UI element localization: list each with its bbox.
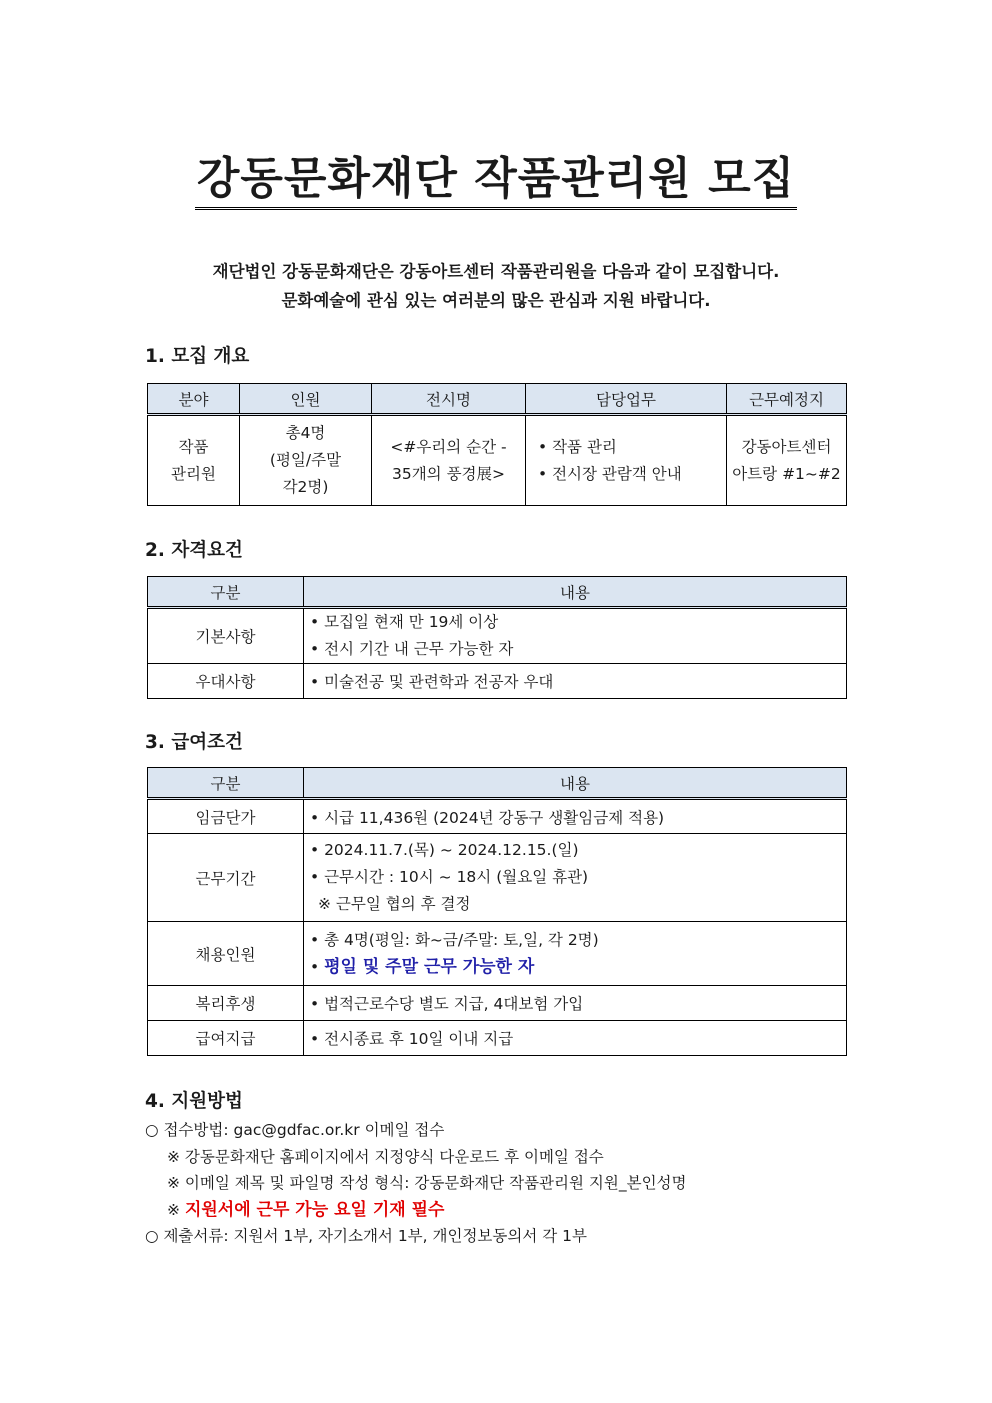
apply-note-3: ※ 지원서에 근무 가능 요일 기재 필수	[167, 1199, 445, 1220]
page-title-wrap	[0, 153, 992, 210]
cell-field: 작품 관리원	[148, 415, 240, 506]
row-label: 우대사항	[148, 664, 304, 699]
header-category: 구분	[148, 577, 304, 608]
header-category: 구분	[148, 768, 304, 799]
row-content: • 2024.11.7.(목) ~ 2024.12.15.(일) • 근무시간 : 10시 ~ 18시 (월요일 휴관) ※ 근무일 협의 후 결정	[304, 834, 847, 922]
table-row	[148, 608, 847, 664]
intro-line-2: 문화예술에 관심 있는 여러분의 많은 관심과 지원 바랍니다.	[281, 291, 711, 310]
cell-count: 총4명 (평일/주말 각2명)	[240, 415, 372, 506]
apply-note-1: ※ 강동문화재단 홈페이지에서 지정양식 다운로드 후 이메일 접수	[167, 1147, 604, 1166]
table-row	[148, 834, 847, 922]
table-row	[148, 922, 847, 986]
page-title: 강동문화재단 작품관리원 모집	[195, 153, 797, 210]
overview-table	[147, 383, 847, 506]
salary-table	[147, 767, 847, 1056]
row-label: 채용인원	[148, 922, 304, 986]
row-label: 임금단가	[148, 799, 304, 834]
table-row	[148, 664, 847, 699]
row-content: • 총 4명(평일: 화~금/주말: 토,일, 각 2명) • 평일 및 주말 근무 가능한 자	[304, 922, 847, 986]
row-content: • 시급 11,436원 (2024년 강동구 생활임금제 적용)	[304, 799, 847, 834]
header-exhibition: 전시명	[372, 384, 526, 415]
hire-highlight: • 평일 및 주말 근무 가능한 자	[310, 956, 535, 977]
table-row	[148, 799, 847, 834]
table-row	[148, 415, 847, 506]
header-content: 내용	[304, 577, 847, 608]
apply-method-list	[145, 1117, 687, 1250]
header-location: 근무예정지	[727, 384, 847, 415]
section-3-heading: 3. 급여조건	[145, 732, 243, 753]
header-count: 인원	[240, 384, 372, 415]
row-content: • 전시종료 후 10일 이내 지급	[304, 1021, 847, 1056]
row-content: • 법적근로수당 별도 지급, 4대보험 가입	[304, 986, 847, 1021]
row-label: 급여지급	[148, 1021, 304, 1056]
row-label: 기본사항	[148, 608, 304, 664]
table-row	[148, 1021, 847, 1056]
apply-documents: ○ 제출서류: 지원서 1부, 자기소개서 1부, 개인정보동의서 각 1부	[145, 1227, 587, 1245]
apply-method: ○ 접수방법: gac@gdfac.or.kr 이메일 접수	[145, 1121, 445, 1139]
section-2-heading: 2. 자격요건	[145, 540, 243, 561]
row-label: 근무기간	[148, 834, 304, 922]
section-1-heading: 1. 모집 개요	[145, 346, 250, 367]
cell-exhibition: <#우리의 순간 - 35개의 풍경展>	[372, 415, 526, 506]
section-4-heading: 4. 지원방법	[145, 1091, 243, 1112]
qualification-table	[147, 576, 847, 699]
cell-location: 강동아트센터 아트랑 #1~#2	[727, 415, 847, 506]
header-field: 분야	[148, 384, 240, 415]
row-content: • 미술전공 및 관련학과 전공자 우대	[304, 664, 847, 699]
table-row	[148, 986, 847, 1021]
intro-line-1: 재단법인 강동문화재단은 강동아트센터 작품관리원을 다음과 같이 모집합니다.	[212, 262, 780, 281]
row-content: • 모집일 현재 만 19세 이상 • 전시 기간 내 근무 가능한 자	[304, 608, 847, 664]
intro-text	[0, 257, 992, 315]
header-duties: 담당업무	[526, 384, 727, 415]
header-content: 내용	[304, 768, 847, 799]
row-label: 복리후생	[148, 986, 304, 1021]
apply-note-2: ※ 이메일 제목 및 파일명 작성 형식: 강동문화재단 작품관리원 지원_본인성명	[167, 1174, 687, 1192]
cell-duties: • 작품 관리 • 전시장 관람객 안내	[526, 415, 727, 506]
